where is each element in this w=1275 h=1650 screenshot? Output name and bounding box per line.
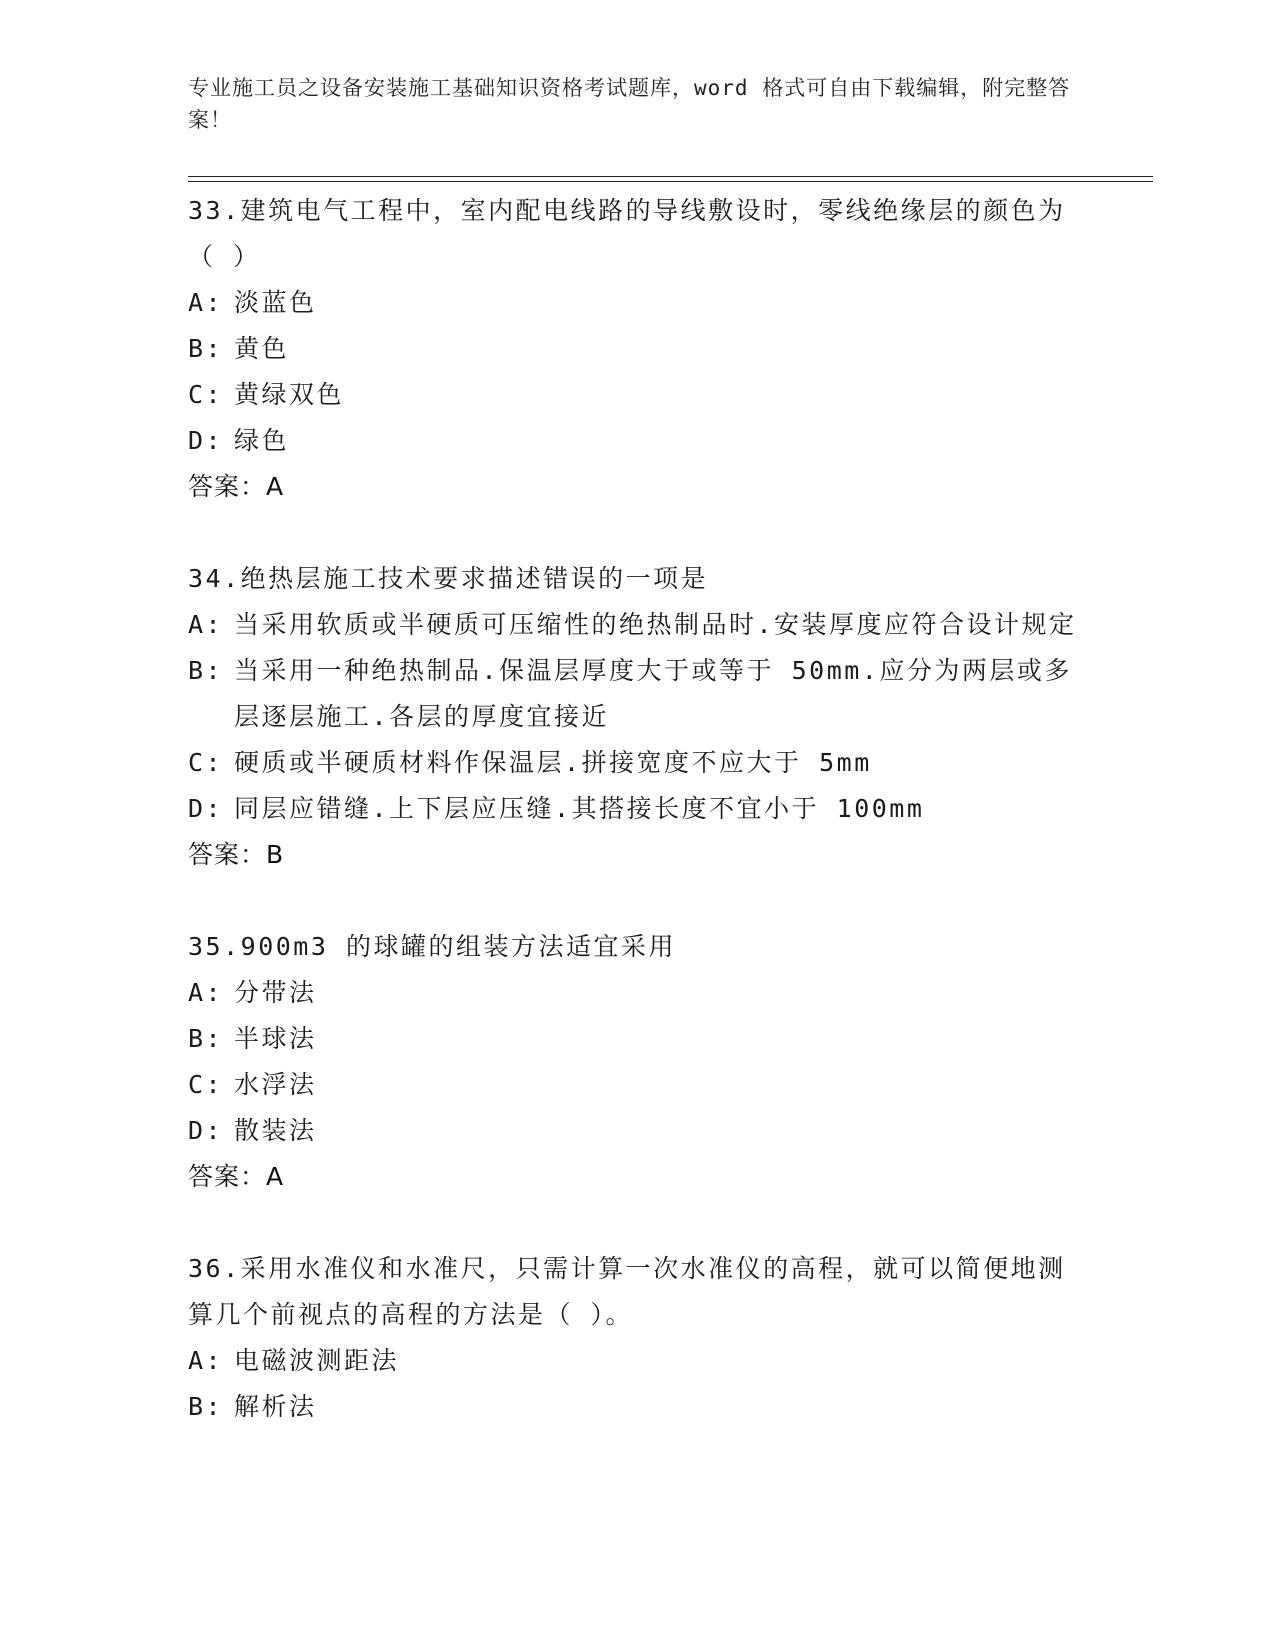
option-c — [188, 1062, 1088, 1108]
option-text: 解析法 — [234, 1392, 317, 1421]
option-text: 分带法 — [234, 978, 317, 1007]
option-text: 水浮法 — [234, 1070, 317, 1099]
option-d — [188, 1108, 1088, 1154]
option-text: 黄色 — [234, 334, 290, 363]
option-a — [188, 280, 1088, 326]
option-letter: B: — [188, 656, 224, 685]
option-d — [188, 418, 1088, 464]
option-text: 当采用一种绝热制品.保温层厚度大于或等于 50mm.应分为两层或多层逐层施工.各层的厚度宜接近 — [234, 656, 1072, 731]
option-letter: A: — [188, 978, 224, 1007]
option-text: 黄绿双色 — [234, 380, 345, 409]
answer-label: 答案：A — [188, 472, 285, 501]
answer-label: 答案：B — [188, 840, 285, 869]
header-divider-bottom — [188, 181, 1153, 182]
option-letter: B: — [188, 334, 224, 363]
option-c — [188, 740, 1088, 786]
option-letter: A: — [188, 610, 224, 639]
option-letter: B: — [188, 1392, 224, 1421]
question-34 — [188, 556, 1088, 878]
option-letter: D: — [188, 426, 224, 455]
option-letter: C: — [188, 1070, 224, 1099]
question-stem: 36.采用水准仪和水准尺，只需计算一次水准仪的高程，就可以简便地测算几个前视点的高程的方法是（ ）。 — [188, 1254, 1066, 1329]
option-text: 硬质或半硬质材料作保温层.拼接宽度不应大于 5mm — [234, 748, 872, 777]
question-list — [188, 188, 1088, 1476]
option-text: 电磁波测距法 — [234, 1346, 400, 1375]
option-a — [188, 1338, 1088, 1384]
option-text: 绿色 — [234, 426, 290, 455]
option-letter: D: — [188, 1116, 224, 1145]
answer-label: 答案：A — [188, 1162, 285, 1191]
option-text: 淡蓝色 — [234, 288, 317, 317]
option-a — [188, 970, 1088, 1016]
header-divider-top — [188, 176, 1153, 177]
option-b — [188, 326, 1088, 372]
document-header: 专业施工员之设备安装施工基础知识资格考试题库，word 格式可自由下载编辑，附完整答案！ — [188, 76, 1071, 132]
option-letter: D: — [188, 794, 224, 823]
option-letter: C: — [188, 380, 224, 409]
option-b — [188, 648, 1088, 740]
option-text: 当采用软质或半硬质可压缩性的绝热制品时.安装厚度应符合设计规定 — [234, 610, 1077, 639]
option-letter: C: — [188, 748, 224, 777]
question-stem: 33.建筑电气工程中，室内配电线路的导线敷设时，零线绝缘层的颜色为（ ） — [188, 196, 1066, 271]
option-c — [188, 372, 1088, 418]
option-b — [188, 1384, 1088, 1430]
option-b — [188, 1016, 1088, 1062]
option-letter: B: — [188, 1024, 224, 1053]
question-stem: 35.900m3 的球罐的组装方法适宜采用 — [188, 932, 676, 961]
option-letter: A: — [188, 1346, 224, 1375]
question-33 — [188, 188, 1088, 510]
option-text: 半球法 — [234, 1024, 317, 1053]
question-35 — [188, 924, 1088, 1200]
option-text: 同层应错缝.上下层应压缝.其搭接长度不宜小于 100mm — [234, 794, 925, 823]
question-stem: 34.绝热层施工技术要求描述错误的一项是 — [188, 564, 709, 593]
option-text: 散装法 — [234, 1116, 317, 1145]
option-letter: A: — [188, 288, 224, 317]
option-d — [188, 786, 1088, 832]
option-a — [188, 602, 1088, 648]
question-36 — [188, 1246, 1088, 1430]
